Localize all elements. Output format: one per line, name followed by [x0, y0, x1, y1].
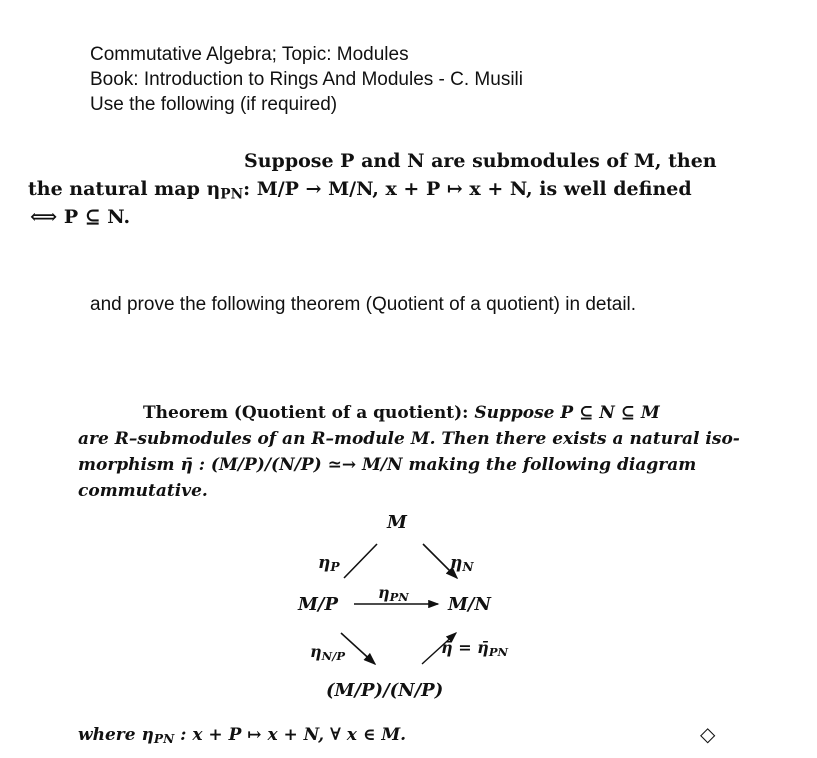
diagram-node-quotient-of-quotient: (M/P)/(N/P) [326, 680, 444, 701]
lemma-line-1: Suppose P and N are submodules of M, then [244, 150, 717, 172]
diagram-node-m-mod-n: M/N [448, 594, 491, 615]
theorem-line-4: commutative. [78, 481, 208, 501]
arrow-eta-np [341, 633, 375, 664]
label-eta-p: $\eta_P$ [318, 553, 340, 575]
footer-where-line: where $\eta_{PN}$ : x + P ↦ x + N, ∀ x ∈ M. [78, 725, 407, 747]
label-eta-bar: η̄ = $\etā_{PN}$ [441, 638, 508, 659]
lemma-map-prefix: the natural map η [28, 178, 221, 200]
arrow-eta-p [344, 544, 377, 578]
lemma-map-subscript: PN [220, 186, 244, 203]
label-eta-n: $\eta_N$ [450, 553, 474, 575]
theorem-line-3: morphism η̄ : (M/P)/(N/P) ≃→ M/N making the following diagram [78, 455, 697, 475]
end-of-theorem-icon: ◇ [700, 722, 716, 746]
theorem-title: Theorem (Quotient of a quotient): [143, 403, 469, 423]
diagram-node-m: M [387, 512, 407, 533]
theorem-line-1-rest: Suppose P ⊆ N ⊆ M [474, 403, 660, 423]
label-eta-n-mod-p: $\eta_{N/P}$ [310, 642, 346, 663]
header-line-book: Book: Introduction to Rings And Modules - C. Musili [90, 69, 523, 90]
diagram-node-m-mod-p: M/P [298, 594, 339, 615]
instruction-text: and prove the following theorem (Quotient of a quotient) in detail. [90, 294, 637, 315]
theorem-line-2: are R–submodules of an R–module M. Then there exists a natural iso- [78, 429, 740, 449]
label-eta-pn: $\eta_{PN}$ [378, 583, 409, 604]
header-line-instruction: Use the following (if required) [90, 94, 338, 115]
header-line-course: Commutative Algebra; Topic: Modules [90, 44, 409, 65]
lemma-line-3: ⟺ P ⊆ N. [30, 206, 131, 228]
lemma-map-rest: : M/P → M/N, x + P ↦ x + N, is well defined [243, 178, 692, 200]
